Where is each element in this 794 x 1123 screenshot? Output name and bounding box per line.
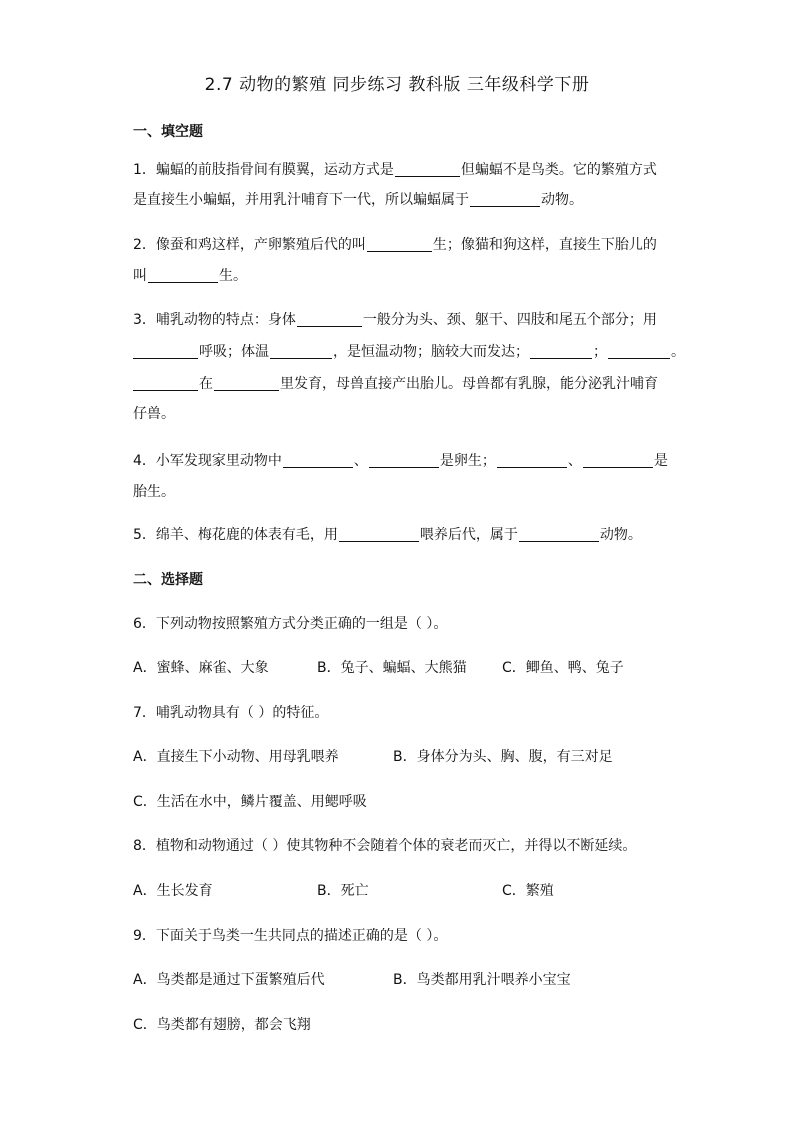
question-4-line-1 bbox=[133, 450, 668, 470]
answer-blank[interactable] bbox=[470, 191, 540, 207]
question-3-line-1 bbox=[133, 309, 657, 329]
answer-blank[interactable] bbox=[497, 452, 567, 468]
answer-blank[interactable] bbox=[214, 375, 279, 391]
question-9-stem: 9．下面关于鸟类一生共同点的描述正确的是（ ）。 bbox=[133, 928, 448, 944]
answer-blank[interactable] bbox=[583, 452, 653, 468]
q6-option-c[interactable]: C．鲫鱼、鸭、兔子 bbox=[502, 660, 624, 676]
answer-blank[interactable] bbox=[148, 267, 218, 283]
question-4-line-2: 胎生。 bbox=[133, 484, 175, 500]
q3-text: 。 bbox=[671, 344, 685, 360]
q4-text: 4．小军发现家里动物中 bbox=[133, 453, 282, 469]
q3-text: 里发育，母兽直接产出胎儿。母兽都有乳腺，能分泌乳汁哺育 bbox=[280, 376, 658, 392]
q7-option-a[interactable]: A．直接生下小动物、用母乳喂养 bbox=[133, 749, 339, 765]
question-2-line-2 bbox=[133, 265, 247, 285]
question-6-stem: 6．下列动物按照繁殖方式分类正确的一组是（ ）。 bbox=[133, 616, 448, 632]
q1-text: 1．蝙蝠的前肢指骨间有膜翼，运动方式是 bbox=[133, 162, 394, 178]
section-heading-choice: 二、选择题 bbox=[133, 572, 203, 588]
answer-blank[interactable] bbox=[297, 311, 362, 327]
question-2-line-1 bbox=[133, 234, 657, 254]
q4-text: 、 bbox=[567, 453, 582, 469]
answer-blank[interactable] bbox=[133, 343, 198, 359]
q9-option-a[interactable]: A．鸟类都是通过下蛋繁殖后代 bbox=[133, 972, 325, 988]
question-3-line-2 bbox=[133, 341, 685, 361]
answer-blank[interactable] bbox=[608, 343, 670, 359]
answer-blank[interactable] bbox=[519, 526, 599, 542]
q3-text: ，是恒温动物；脑较大而发达； bbox=[333, 344, 529, 360]
q2-text: 2．像蚕和鸡这样，产卵繁殖后代的叫 bbox=[133, 237, 366, 253]
q7-option-b[interactable]: B．身体分为头、胸、腹，有三对足 bbox=[393, 749, 613, 765]
q3-text: 3．哺乳动物的特点：身体 bbox=[133, 312, 296, 328]
q3-text: 一般分为头、颈、躯干、四肢和尾五个部分；用 bbox=[362, 312, 657, 328]
q3-text: 呼吸；体温 bbox=[199, 344, 269, 360]
q4-text: 、 bbox=[353, 453, 368, 469]
answer-blank[interactable] bbox=[339, 526, 419, 542]
q3-text: ； bbox=[593, 344, 607, 360]
answer-blank[interactable] bbox=[367, 236, 432, 252]
question-1-line-2 bbox=[133, 189, 583, 209]
q6-option-b[interactable]: B．兔子、蝙蝠、大熊猫 bbox=[317, 660, 467, 676]
q8-option-b[interactable]: B．死亡 bbox=[317, 883, 369, 899]
q9-option-c[interactable]: C．鸟类都有翅膀，都会飞翔 bbox=[133, 1017, 311, 1033]
q7-option-c[interactable]: C．生活在水中，鳞片覆盖、用鳃呼吸 bbox=[133, 794, 367, 810]
q8-option-c[interactable]: C．繁殖 bbox=[502, 883, 554, 899]
q2-text: 叫 bbox=[133, 268, 147, 284]
q9-option-b[interactable]: B．鸟类都用乳汁喂养小宝宝 bbox=[393, 972, 571, 988]
q5-text: 喂养后代，属于 bbox=[419, 527, 518, 543]
page-title: 2.7 动物的繁殖 同步练习 教科版 三年级科学下册 bbox=[204, 75, 590, 95]
q1-text: 但蝙蝠不是鸟类。它的繁殖方式 bbox=[460, 162, 657, 178]
q6-option-a[interactable]: A．蜜蜂、麻雀、大象 bbox=[133, 660, 269, 676]
q5-text: 动物。 bbox=[599, 527, 642, 543]
question-3-line-3 bbox=[133, 373, 658, 393]
answer-blank[interactable] bbox=[283, 452, 353, 468]
answer-blank[interactable] bbox=[270, 343, 332, 359]
q2-text: 生。 bbox=[219, 268, 247, 284]
answer-blank[interactable] bbox=[369, 452, 439, 468]
answer-blank[interactable] bbox=[395, 161, 460, 177]
q4-text: 是卵生； bbox=[439, 453, 496, 469]
q4-text: 是 bbox=[653, 453, 668, 469]
q1-text: 是直接生小蝙蝠，并用乳汁哺育下一代，所以蝙蝠属于 bbox=[133, 192, 469, 208]
answer-blank[interactable] bbox=[530, 343, 592, 359]
q5-text: 5．绵羊、梅花鹿的体表有毛，用 bbox=[133, 527, 338, 543]
question-1-line-1 bbox=[133, 159, 657, 179]
q2-text: 生；像猫和狗这样，直接生下胎儿的 bbox=[432, 237, 657, 253]
answer-blank[interactable] bbox=[133, 375, 198, 391]
section-heading-fill-in: 一、填空题 bbox=[133, 124, 203, 140]
q3-text: 在 bbox=[199, 376, 213, 392]
question-5 bbox=[133, 524, 642, 544]
question-3-line-4: 仔兽。 bbox=[133, 406, 175, 422]
question-8-stem: 8．植物和动物通过（ ）使其物种不会随着个体的衰老而灭亡，并得以不断延续。 bbox=[133, 838, 637, 854]
question-7-stem: 7．哺乳动物具有（ ）的特征。 bbox=[133, 705, 329, 721]
q8-option-a[interactable]: A．生长发育 bbox=[133, 883, 213, 899]
q1-text: 动物。 bbox=[541, 192, 583, 208]
